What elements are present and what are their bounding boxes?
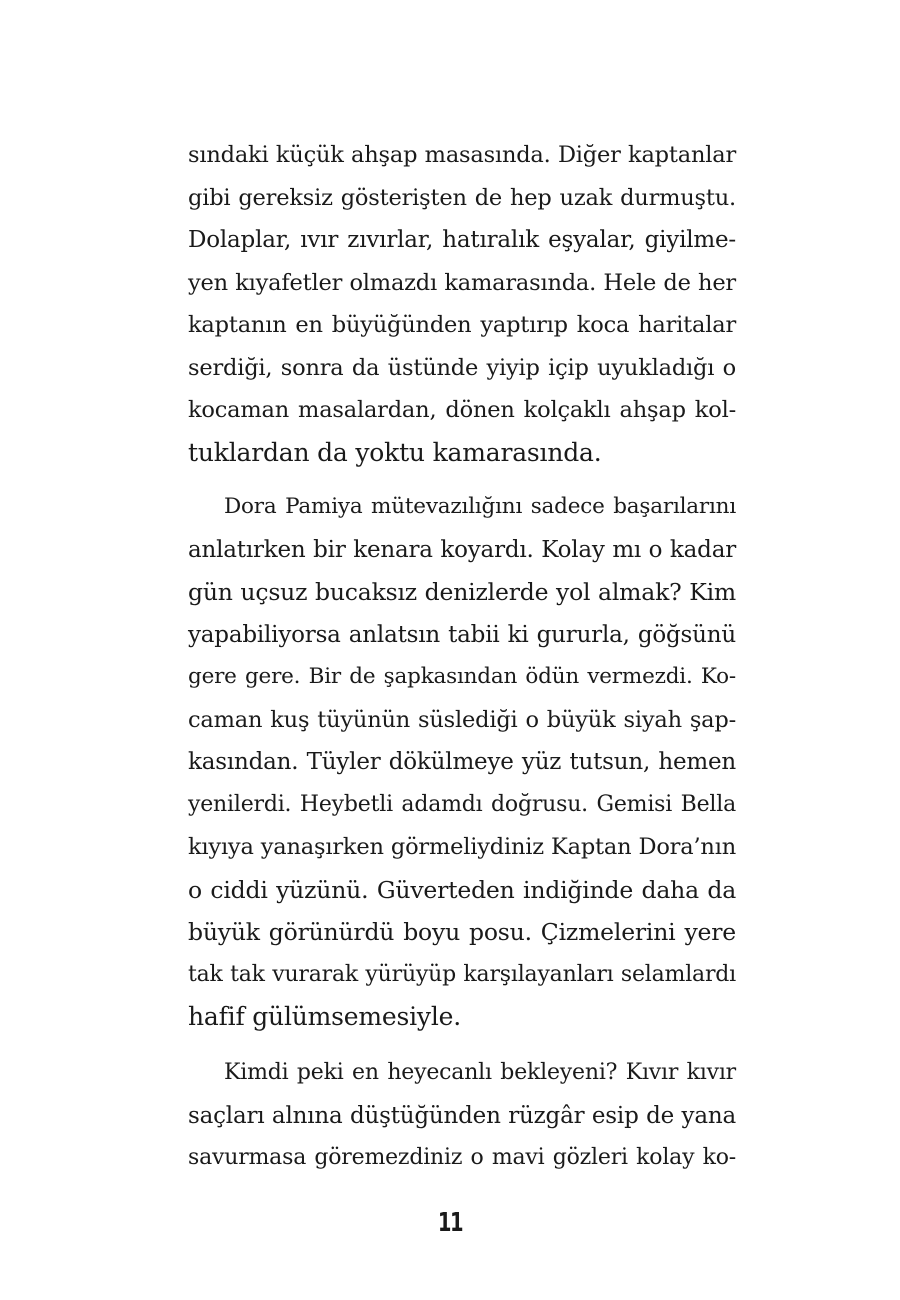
text-line: gibi gereksiz gösterişten de hep uzak durmuştu.: [188, 184, 736, 211]
paragraph-1: [188, 134, 736, 474]
text-line: savurmasa göremezdiniz o mavi gözleri kolay ko-: [188, 1145, 736, 1170]
text-line: saçları alnına düştüğünden rüzgâr esip de yana: [188, 1102, 736, 1129]
text-line: sındaki küçük ahşap masasında. Diğer kaptanlar: [188, 142, 736, 168]
text-line: caman kuş tüyünün süslediği o büyük siyah şap-: [188, 706, 736, 733]
paragraph-3: [188, 1052, 736, 1180]
page-number: 11: [437, 1208, 463, 1238]
text-line: gere gere. Bir de şapkasından ödün vermezdi. Ko-: [188, 664, 736, 689]
text-line: Kimdi peki en heyecanlı bekleyeni? Kıvır kıvır: [224, 1060, 736, 1085]
text-line: kasından. Tüyler dökülmeye yüz tutsun, hemen: [188, 749, 736, 775]
text-line: anlatırken bir kenara koyardı. Kolay mı o kadar: [188, 536, 736, 563]
text-line: gün uçsuz bucaksız denizlerde yol almak? Kim: [188, 578, 736, 606]
text-line: hafif gülümsemesiyle.: [188, 1002, 461, 1031]
text-line: kıyıya yanaşırken görmeliydiniz Kaptan Dora’nın: [188, 834, 736, 860]
text-line: tuklardan da yoktu kamarasında.: [188, 437, 602, 467]
text-line: yenilerdi. Heybetli adamdı doğrusu. Gemisi Bella: [188, 791, 736, 817]
text-line: tak tak vurarak yürüyüp karşılayanları selamlardı: [188, 961, 736, 987]
text-line: kaptanın en büyüğünden yaptırıp koca haritalar: [188, 312, 736, 338]
text-line: Dolaplar, ıvır zıvırlar, hatıralık eşyalar, giyilme-: [188, 227, 736, 253]
text-line: yapabiliyorsa anlatsın tabii ki gururla, göğsünü: [188, 621, 736, 648]
text-line: kocaman masalardan, dönen kolçaklı ahşap kol-: [188, 397, 736, 423]
paragraph-2: [188, 486, 736, 1039]
text-line: yen kıyafetler olmazdı kamarasında. Hele de her: [188, 269, 736, 296]
text-line: büyük görünürdü boyu posu. Çizmelerini yere: [188, 918, 736, 946]
text-line: Dora Pamiya mütevazılığını sadece başarılarını: [224, 494, 736, 519]
text-line: serdiği, sonra da üstünde yiyip içip uyukladığı o: [188, 354, 736, 381]
text-line: o ciddi yüzünü. Güverteden indiğinde daha da: [188, 875, 736, 904]
